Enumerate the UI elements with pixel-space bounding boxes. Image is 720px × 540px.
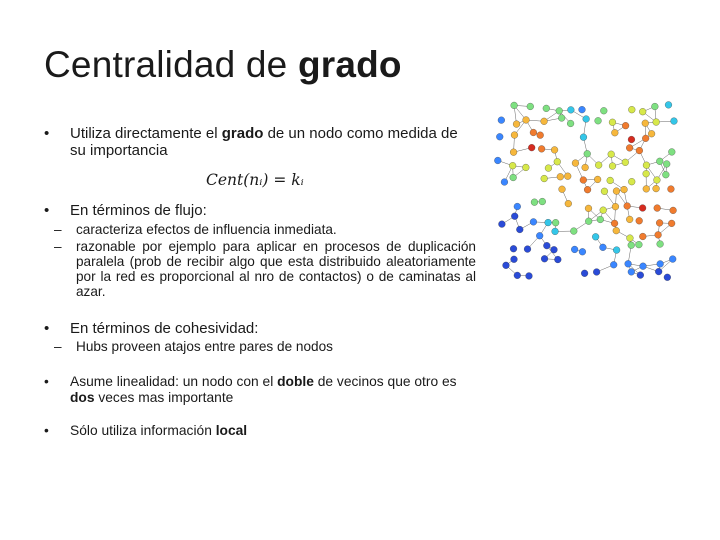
network-node [594,176,601,183]
bullet-symbol: • [44,319,50,337]
network-node [595,162,602,169]
network-node [511,213,518,220]
network-node [664,274,671,281]
network-node [628,268,635,275]
network-node [668,186,675,193]
network-node [564,173,571,180]
network-node [653,185,660,192]
network-node [665,101,672,108]
network-node [559,186,566,193]
network-node [523,117,530,124]
network-node [514,272,521,279]
network-node [503,262,510,269]
b5-pre: Sólo utiliza información [70,423,216,438]
network-node [626,144,633,151]
network-node [552,219,559,226]
network-node [567,106,574,113]
b2-text: En términos de flujo: [70,202,207,219]
network-node [556,107,563,114]
network-node [613,247,620,254]
network-node [583,116,590,123]
network-node [510,174,517,181]
network-node [545,219,552,226]
network-node [654,177,661,184]
network-node [639,205,646,212]
network-node [600,107,607,114]
network-node [551,147,558,154]
network-node [601,188,608,195]
network-node [637,272,644,279]
network-node [670,207,677,214]
network-node [581,270,588,277]
bullet-symbol: • [44,374,49,389]
network-node [628,136,635,143]
network-node [527,103,534,110]
network-node [636,217,643,224]
network-node [585,218,592,225]
bullet-linealidad [44,374,476,405]
network-node [628,178,635,185]
network-node [539,198,546,205]
b2-sub2: razonable por ejemplo para aplicar en procesos de duplicación paralela (prob de recibir algo que esta distribuido aleatoriamente por la red es proporcional al nro de contactos) o de caminatas al azar. [76,238,476,299]
network-node [642,135,649,142]
network-node [510,149,517,156]
network-node [648,130,655,137]
network-node [643,185,650,192]
network-node [651,103,658,110]
network-node [636,147,643,154]
network-node [597,216,604,223]
network-node [541,175,548,182]
network-node [655,231,662,238]
network-node [642,120,649,127]
network-node [600,244,607,251]
network-node [498,221,505,228]
network-node [668,220,675,227]
network-node [628,106,635,113]
network-node [558,115,565,122]
network-node [671,118,678,125]
network-node [580,134,587,141]
network-node [626,216,633,223]
b5-bold: local [215,423,248,438]
network-graph-image [492,98,688,294]
network-node [640,263,647,270]
bullet-cohesividad [44,321,476,338]
network-node [613,227,620,234]
network-node [543,242,550,249]
network-node [643,170,650,177]
network-node [565,200,572,207]
network-node [545,165,552,172]
network-node [627,235,634,242]
network-node [611,129,618,136]
dash-symbol: – [54,339,62,354]
network-node [613,188,620,195]
network-node [585,205,592,212]
network-node [557,173,564,180]
network-node [584,150,591,157]
sub-item-duplicacion [44,239,476,299]
slide-title [44,44,402,86]
network-node [567,120,574,127]
network-node [516,226,523,233]
network-node [625,260,632,267]
network-node [528,144,535,151]
network-node [541,255,548,262]
network-node [662,171,669,178]
network-node [656,219,663,226]
b4-bold1: doble [277,374,314,389]
network-node [579,106,586,113]
network-node [643,162,650,169]
network-node [498,117,505,124]
bullet-grado [44,126,476,159]
bullet-local [44,423,476,440]
network-node [513,121,520,128]
b3-sub1: Hubs proveen atajos entre pares de nodos [76,339,333,354]
network-node [572,160,579,167]
sub-item-influencia [44,222,476,237]
bullet-symbol: • [44,125,50,142]
bullet-symbol: • [44,423,49,438]
network-node [622,122,629,129]
network-node [580,177,587,184]
network-node [668,149,675,156]
b1-post: de un nodo como medida de su importancia [70,125,458,159]
title-normal: Centralidad de [44,44,298,85]
network-node [582,164,589,171]
network-node [628,242,635,249]
network-node [669,256,676,263]
b3-text: En términos de cohesividad: [70,319,259,337]
network-node [657,241,664,248]
network-node [496,133,503,140]
network-node [511,132,518,139]
b4-pre: Asume linealidad: un nodo con el [70,374,278,389]
network-node [624,203,631,210]
degree-formula: Cent(nᵢ) = kᵢ [206,171,304,189]
network-node [509,162,516,169]
network-node [522,164,529,171]
network-node [511,102,518,109]
network-node [608,151,615,158]
dash-symbol: – [54,238,62,254]
network-node [537,132,544,139]
network-node [609,119,616,126]
network-node [579,248,586,255]
network-node [524,246,531,253]
network-node [551,246,558,253]
network-node [541,118,548,125]
bullet-flujo [44,203,476,220]
network-node [536,232,543,239]
network-node [592,233,599,240]
network-node [554,256,561,263]
network-node [543,105,550,112]
network-node [511,256,518,263]
network-node [654,205,661,212]
b1-pre: Utiliza directamente el [70,125,222,142]
network-node [607,177,614,184]
network-node [494,157,501,164]
b4-post: veces mas importante [94,389,234,405]
network-node [526,273,533,280]
network-node [584,186,591,193]
network-node [538,145,545,152]
bullet-symbol: • [44,202,50,219]
network-node [554,158,561,165]
network-node [552,228,559,235]
network-node [621,186,628,193]
network-node [663,161,670,168]
network-node [657,261,664,268]
network-node [530,218,537,225]
network-node [639,233,646,240]
network-node [622,159,629,166]
dash-symbol: – [54,221,62,237]
network-node [653,119,660,126]
network-node [610,261,617,268]
network-node [635,241,642,248]
network-node [570,228,577,235]
network-nodes [494,101,677,280]
network-node [531,199,538,206]
network-node [609,163,616,170]
network-node [600,207,607,214]
b4-bold2: dos [70,389,95,405]
network-node [514,203,521,210]
b2-sub1: caracteriza efectos de influencia inmediata. [76,221,337,237]
network-node [612,203,619,210]
network-node [655,268,662,275]
network-node [571,246,578,253]
network-node [611,220,618,227]
b4-mid: de vecinos que otro es [313,374,457,389]
network-node [595,117,602,124]
title-bold: grado [297,44,402,85]
network-node [501,179,508,186]
sub-item-hubs [44,339,476,354]
network-node [639,108,646,115]
network-node [593,269,600,276]
network-node [510,245,517,252]
slide-content [44,126,476,440]
network-node [530,129,537,136]
b1-bold: grado [221,125,264,142]
network-node [656,158,663,165]
